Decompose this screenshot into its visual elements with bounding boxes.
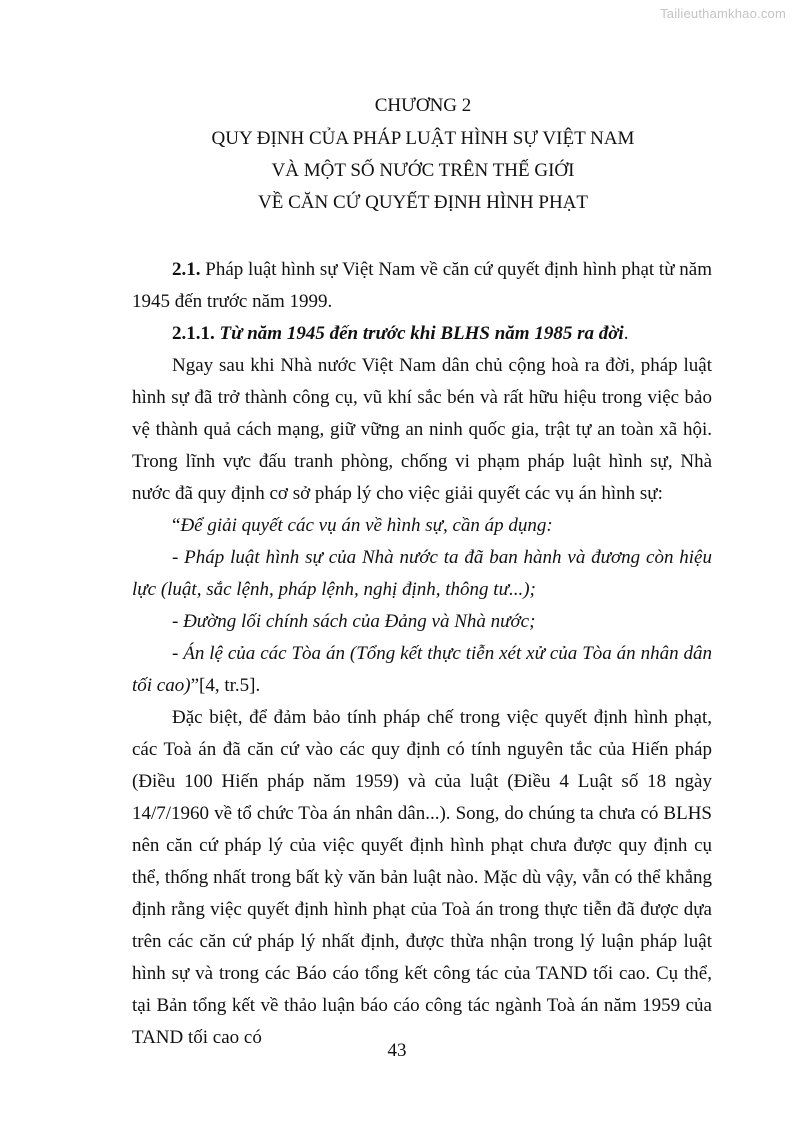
section-2-1-title: Pháp luật hình sự Việt Nam về căn cứ quyết định hình phạt từ năm 1945 đến trước năm 1999. <box>132 259 712 312</box>
quote-open-mark: “ <box>172 515 181 536</box>
quote-intro-line <box>132 510 712 542</box>
section-2-1-1-number: 2.1.1. <box>172 323 215 344</box>
quote-intro: Để giải quyết các vụ án về hình sự, cần áp dụng: <box>180 515 553 536</box>
section-2-1-1-heading <box>132 318 712 350</box>
section-2-1-number: 2.1. <box>172 259 201 280</box>
chapter-title-line-3: VỀ CĂN CỨ QUYẾT ĐỊNH HÌNH PHẠT <box>258 192 588 213</box>
chapter-title-line-1: QUY ĐỊNH CỦA PHÁP LUẬT HÌNH SỰ VIỆT NAM <box>211 128 635 149</box>
watermark-text: Tailieuthamkhao.com <box>660 6 786 21</box>
quote-citation: ”[4, tr.5]. <box>190 675 261 696</box>
paragraph-2: Đặc biệt, để đảm bảo tính pháp chế trong việc quyết định hình phạt, các Toà án đã căn cứ vào các quy định có tính nguyên tắc của Hiến pháp (Điều 100 Hiến pháp năm 1959) và của luật (Điều 4 Luật số 18 ngày 14/7/1960 về tổ chức Tòa án nhân dân...). Song, do chúng ta chưa có BLHS nên căn cứ pháp lý của việc quyết định hình phạt chưa được quy định cụ thể, thống nhất trong bất kỳ văn bản luật nào. Mặc dù vậy, vẫn có thể khẳng định rằng việc quyết định hình phạt của Toà án trong thực tiễn đã được dựa trên các căn cứ pháp lý nhất định, được thừa nhận trong lý luận pháp luật hình sự và trong các Báo cáo tổng kết công tác của TAND tối cao. Cụ thể, tại Bản tổng kết về thảo luận báo cáo công tác ngành Toà án năm 1959 của TAND tối cao có <box>132 707 712 1048</box>
quote-item-2: - Đường lối chính sách của Đảng và Nhà nước; <box>172 611 536 632</box>
paragraph-1: Ngay sau khi Nhà nước Việt Nam dân chủ cộng hoà ra đời, pháp luật hình sự đã trở thành công cụ, vũ khí sắc bén và rất hữu hiệu trong việc bảo vệ thành quả cách mạng, giữ vững an ninh quốc gia, trật tự an toàn xã hội. Trong lĩnh vực đấu tranh phòng, chống vi phạm pháp luật hình sự, Nhà nước đã quy định cơ sở pháp lý cho việc giải quyết các vụ án hình sự: <box>132 355 712 504</box>
section-2-1-heading <box>132 254 712 318</box>
quote-item-3-line <box>132 638 712 702</box>
chapter-number: CHƯƠNG 2 <box>374 95 472 116</box>
section-2-1-1-end: . <box>623 323 629 344</box>
document-body <box>132 254 712 1054</box>
quote-item-1: - Pháp luật hình sự của Nhà nước ta đã ban hành và đương còn hiệu lực (luật, sắc lệnh, pháp lệnh, nghị định, thông tư...); <box>132 547 712 600</box>
chapter-title-line-2: VÀ MỘT SỐ NƯỚC TRÊN THẾ GIỚI <box>271 160 575 181</box>
quote-item-3: - Án lệ của các Tòa án (Tổng kết thực tiễn xét xử của Tòa án nhân dân tối cao) <box>132 643 712 696</box>
section-2-1-1-title: Từ năm 1945 đến trước khi BLHS năm 1985 ra đời <box>214 323 624 344</box>
page-number: 43 <box>387 1040 407 1061</box>
